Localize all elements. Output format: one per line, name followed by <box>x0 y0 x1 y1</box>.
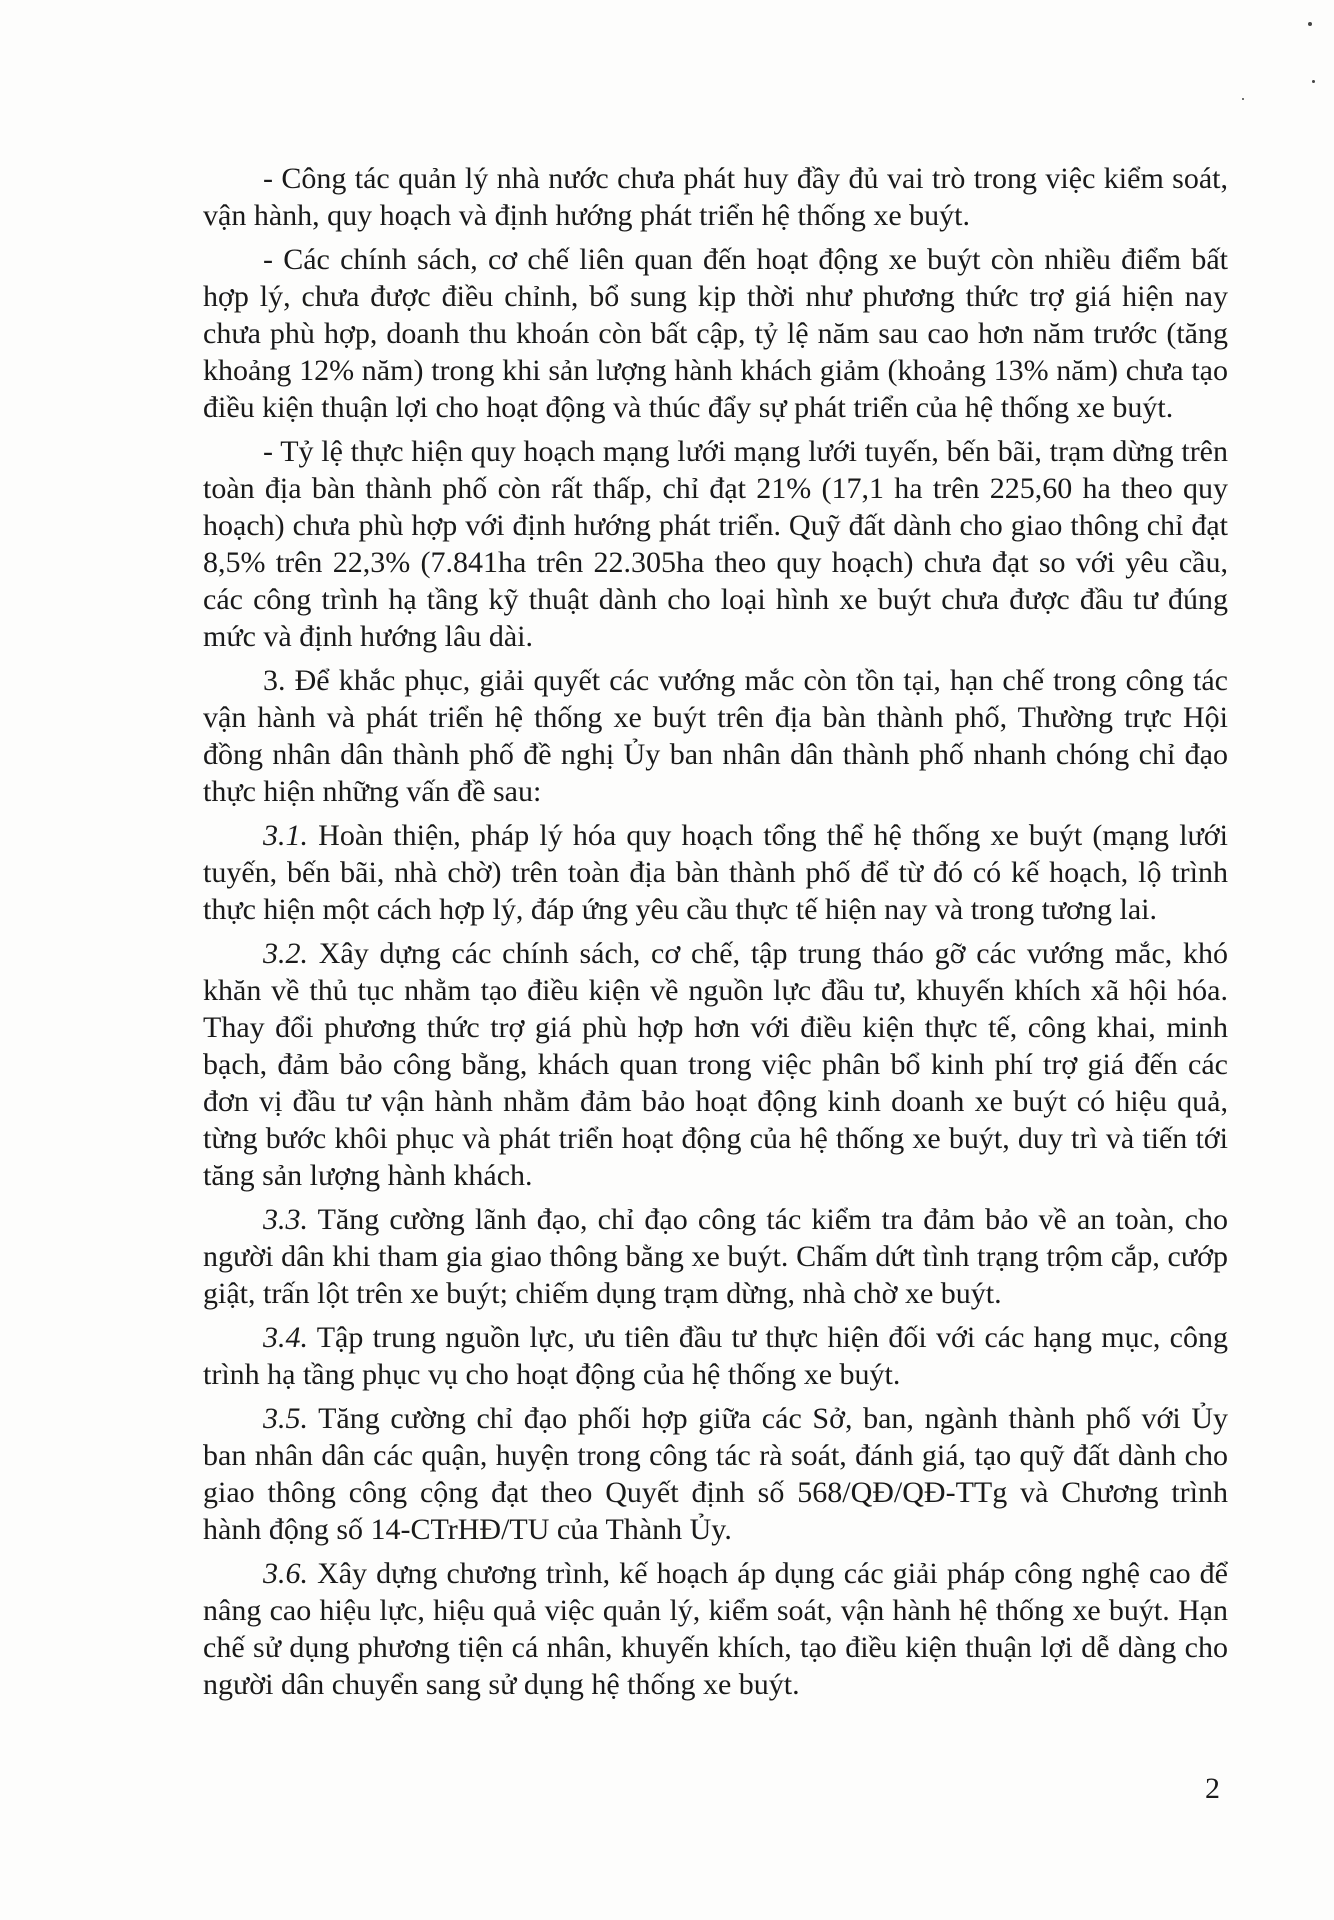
item-number: 3.6. <box>263 1557 308 1590</box>
item-number: 3.5. <box>263 1402 308 1435</box>
scan-speck <box>1308 22 1312 26</box>
item-number: 3.4. <box>263 1321 308 1354</box>
paragraph-3-4 <box>203 1319 1228 1393</box>
paragraph-section-3 <box>203 662 1228 810</box>
paragraph-text: - Công tác quản lý nhà nước chưa phát huy đầy đủ vai trò trong việc kiểm soát, vận hành, quy hoạch và định hướng phát triển hệ thống xe buýt. <box>203 162 1228 232</box>
paragraph-text: Xây dựng chương trình, kế hoạch áp dụng các giải pháp công nghệ cao để nâng cao hiệu lực, hiệu quả việc quản lý, kiểm soát, vận hành hệ thống xe buýt. Hạn chế sử dụng phương tiện cá nhân, khuyến khích, tạo điều kiện thuận lợi dễ dàng cho người dân chuyển sang sử dụng hệ thống xe buýt. <box>203 1557 1228 1701</box>
section-number: 3. <box>263 664 286 697</box>
paragraph-planning-rate <box>203 433 1228 655</box>
paragraph-text: Để khắc phục, giải quyết các vướng mắc còn tồn tại, hạn chế trong công tác vận hành và phát triển hệ thống xe buýt trên địa bàn thành phố, Thường trực Hội đồng nhân dân thành phố đề nghị Ủy ban nhân dân thành phố nhanh chóng chỉ đạo thực hiện những vấn đề sau: <box>203 664 1228 808</box>
paragraph-text: Hoàn thiện, pháp lý hóa quy hoạch tổng thể hệ thống xe buýt (mạng lưới tuyến, bến bãi, nhà chờ) trên toàn địa bàn thành phố để từ đó có kế hoạch, lộ trình thực hiện một cách hợp lý, đáp ứng yêu cầu thực tế hiện nay và trong tương lai. <box>203 819 1228 926</box>
paragraph-3-5 <box>203 1400 1228 1548</box>
paragraph-text: - Các chính sách, cơ chế liên quan đến hoạt động xe buýt còn nhiều điểm bất hợp lý, chưa được điều chỉnh, bổ sung kịp thời như phương thức trợ giá hiện nay chưa phù hợp, doanh thu khoán còn bất cập, tỷ lệ năm sau cao hơn năm trước (tăng khoảng 12% năm) trong khi sản lượng hành khách giảm (khoảng 13% năm) chưa tạo điều kiện thuận lợi cho hoạt động và thúc đẩy sự phát triển của hệ thống xe buýt. <box>203 243 1228 424</box>
item-number: 3.1. <box>263 819 308 852</box>
document-body <box>203 160 1228 1710</box>
paragraph-3-3 <box>203 1201 1228 1312</box>
paragraph-state-management <box>203 160 1228 234</box>
item-number: 3.3. <box>263 1203 308 1236</box>
paragraph-text: Tăng cường chỉ đạo phối hợp giữa các Sở, ban, ngành thành phố với Ủy ban nhân dân các quận, huyện trong công tác rà soát, đánh giá, tạo quỹ đất dành cho giao thông công cộng đạt theo Quyết định số 568/QĐ/QĐ-TTg và Chương trình hành động số 14-CTrHĐ/TU của Thành Ủy. <box>203 1402 1228 1546</box>
paragraph-text: Xây dựng các chính sách, cơ chế, tập trung tháo gỡ các vướng mắc, khó khăn về thủ tục nhằm tạo điều kiện về nguồn lực đầu tư, khuyến khích xã hội hóa. Thay đổi phương thức trợ giá phù hợp hơn với điều kiện thực tế, công khai, minh bạch, đảm bảo công bằng, khách quan trong việc phân bổ kinh phí trợ giá đến các đơn vị đầu tư vận hành nhằm đảm bảo hoạt động kinh doanh xe buýt có hiệu quả, từng bước khôi phục và phát triển hoạt động của hệ thống xe buýt, duy trì và tiến tới tăng sản lượng hành khách. <box>203 937 1228 1192</box>
paragraph-text: - Tỷ lệ thực hiện quy hoạch mạng lưới mạng lưới tuyến, bến bãi, trạm dừng trên toàn địa bàn thành phố còn rất thấp, chỉ đạt 21% (17,1 ha trên 225,60 ha theo quy hoạch) chưa phù hợp với định hướng phát triển. Quỹ đất dành cho giao thông chỉ đạt 8,5% trên 22,3% (7.841ha trên 22.305ha theo quy hoạch) chưa đạt so với yêu cầu, các công trình hạ tầng kỹ thuật dành cho loại hình xe buýt chưa được đầu tư đúng mức và định hướng lâu dài. <box>203 435 1228 653</box>
item-number: 3.2. <box>263 937 308 970</box>
paragraph-policies <box>203 241 1228 426</box>
paragraph-3-2 <box>203 935 1228 1194</box>
scan-speck <box>1242 98 1244 100</box>
page-number: 2 <box>1205 1772 1220 1805</box>
paragraph-3-6 <box>203 1555 1228 1703</box>
paragraph-text: Tăng cường lãnh đạo, chỉ đạo công tác kiểm tra đảm bảo về an toàn, cho người dân khi tham gia giao thông bằng xe buýt. Chấm dứt tình trạng trộm cắp, cướp giật, trấn lột trên xe buýt; chiếm dụng trạm dừng, nhà chờ xe buýt. <box>203 1203 1228 1310</box>
paragraph-text: Tập trung nguồn lực, ưu tiên đầu tư thực hiện đối với các hạng mục, công trình hạ tầng phục vụ cho hoạt động của hệ thống xe buýt. <box>203 1321 1228 1391</box>
paragraph-3-1 <box>203 817 1228 928</box>
scan-speck <box>1312 80 1315 83</box>
